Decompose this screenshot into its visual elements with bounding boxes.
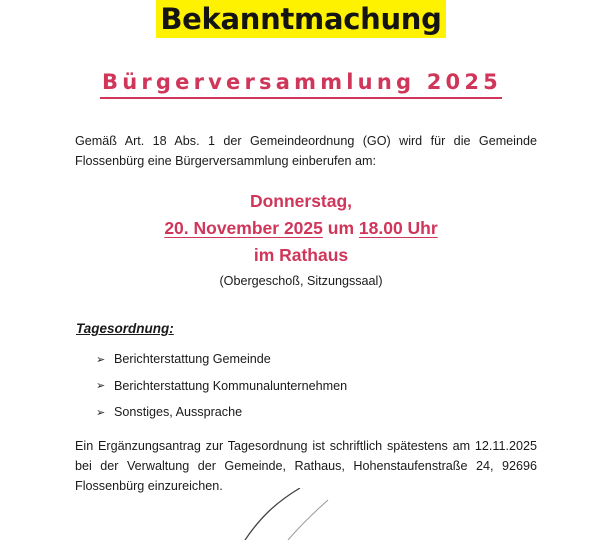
subtitle-container [0, 68, 602, 99]
closing-paragraph [75, 436, 537, 496]
arrow-bullet-icon: ➢ [96, 380, 106, 393]
event-location-detail: (Obergeschoß, Sitzungssaal) [219, 274, 383, 288]
agenda-title: Tagesordnung: [76, 321, 174, 336]
agenda-item-label: Sonstiges, Aussprache [114, 405, 243, 420]
event-time: 18.00 Uhr [358, 218, 438, 238]
arrow-bullet-icon: ➢ [96, 406, 106, 419]
subtitle: Bürgerversammlung 2025 [100, 68, 502, 99]
agenda-item [96, 399, 347, 426]
agenda-item [96, 346, 347, 373]
agenda-list [96, 346, 347, 426]
headline-container [0, 0, 602, 38]
event-connector: um [327, 218, 355, 238]
closing-line: Ein Ergänzungsantrag zur Tagesordnung ist schriftlich spätestens am 12.11.2025 [75, 439, 537, 453]
closing-line: bei der Verwaltung der Gemeinde, Rathaus, Hohenstaufenstraße 24, 92696 [75, 459, 537, 473]
agenda-item [96, 373, 347, 400]
intro-paragraph: Gemäß Art. 18 Abs. 1 der Gemeindeordnung (GO) wird für die Gemeinde Flossenbürg eine Bürgerversammlung einberufen am: [75, 134, 537, 168]
event-location: im Rathaus [253, 245, 349, 265]
arrow-bullet-icon: ➢ [96, 353, 106, 366]
agenda-item-label: Berichterstattung Gemeinde [114, 352, 271, 367]
signature-strokes [240, 488, 360, 540]
agenda-item-label: Berichterstattung Kommunalunternehmen [114, 378, 348, 393]
event-datetime [0, 215, 602, 242]
closing-line: Flossenbürg einzureichen. [75, 479, 223, 493]
event-details [0, 188, 602, 291]
event-date: 20. November 2025 [164, 218, 323, 238]
headline: Bekanntmachung [156, 0, 445, 38]
event-weekday: Donnerstag, [249, 191, 353, 211]
